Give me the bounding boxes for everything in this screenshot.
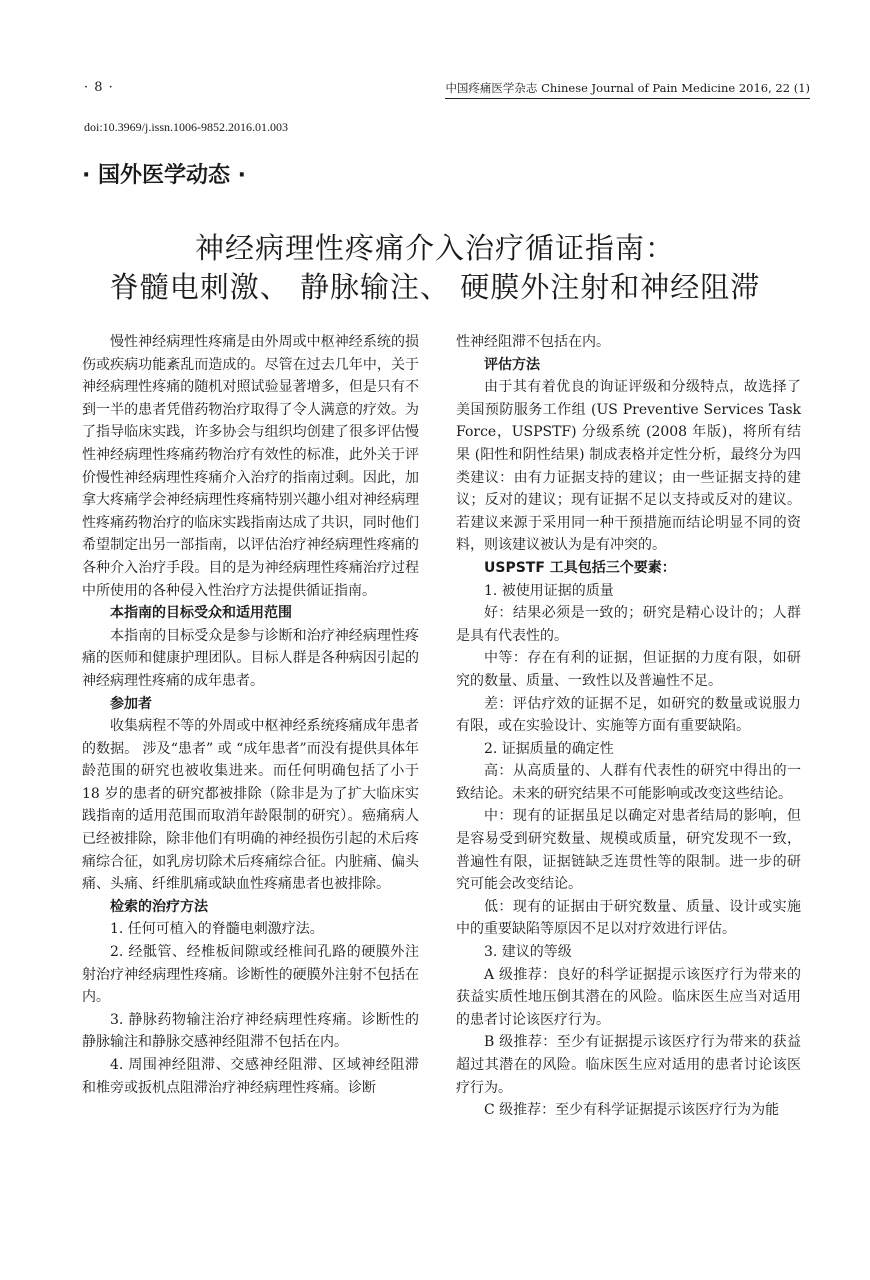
element-1: 1. 被使用证据的质量: [484, 582, 614, 599]
heading-audience: 本指南的目标受众和适用范围: [110, 605, 292, 622]
element-1-poor: 差：评估疗效的证据不足，如研究的数量或说服力有限，或在实验设计、实施等方面有重要缺陷。: [456, 695, 801, 735]
element-2-medium: 中：现有的证据虽足以确定对患者结局的影响，但是容易受到研究数量、规模或质量，研究发现不一致，普遍性有限，证据链缺乏连贯性等的限制。进一步的研究可能会改变结论。: [456, 808, 801, 893]
journal-running-header: 中国疼痛医学杂志 Chinese Journal of Pain Medicine 2016, 22 (1): [445, 80, 810, 99]
heading-uspstf-tool: USPSTF 工具包括三个要素：: [484, 559, 676, 576]
element-2-high: 高：从高质量的、人群有代表性的研究中得出的一致结论。未来的研究结果不可能影响或改变这些结论。: [456, 763, 801, 802]
participants-paragraph: 收集病程不等的外周或中枢神经系统疼痛成年患者的数据。 涉及“患者” 或 “成年患者”而没有提供具体年龄范围的研究也被收集进来。而任何明确包括了小于 18 岁的患者的研究都被排除（除非是为了扩大临床实践指南的适用范围而取消年龄限制的研究）。癌痛病人已经被排除，除非他们有明确的神经损伤引起的术后疼痛综合征，如乳房切除术后疼痛综合征。内脏痛、偏头痛、头痛、纤维肌痛或缺血性疼痛患者也被排除。: [82, 718, 419, 893]
method-item-4: 4. 周围神经阻滞、交感神经阻滞、区域神经阻滞和椎旁或扳机点阻滞治疗神经病理性疼痛。诊断: [82, 1057, 419, 1096]
right-column: [456, 331, 801, 1122]
heading-participants: 参加者: [110, 695, 152, 712]
heading-methods: 检索的治疗方法: [110, 898, 208, 915]
doi: doi:10.3969/j.issn.1006-9852.2016.01.003: [84, 120, 289, 134]
method-item-1: 1. 任何可植入的脊髓电刺激疗法。: [110, 921, 324, 938]
element-2: 2. 证据质量的确定性: [484, 740, 614, 757]
title-line-1: 神经病理性疼痛介入治疗循证指南：: [194, 231, 675, 265]
element-3: 3. 建议的等级: [484, 944, 572, 961]
page-number: · 8 ·: [84, 80, 114, 95]
element-2-low: 低：现有的证据由于研究数量、质量、设计或实施中的重要缺陷等原因不足以对疗效进行评估。: [456, 898, 801, 938]
audience-paragraph: 本指南的目标受众是参与诊断和治疗神经病理性疼痛的医师和健康护理团队。目标人群是各种病因引起的神经病理性疼痛的成年患者。: [82, 627, 419, 689]
method-item-3: 3. 静脉药物输注治疗神经病理性疼痛。诊断性的静脉输注和静脉交感神经阻滞不包括在内。: [82, 1011, 419, 1051]
grade-b: B 级推荐：至少有证据提示该医疗行为带来的获益超过其潜在的风险。临床医生应对适用的患者讨论该医疗行为。: [456, 1034, 801, 1096]
left-column: [82, 331, 419, 1099]
heading-evaluation: 评估方法: [484, 356, 540, 373]
element-1-medium: 中等：存在有利的证据，但证据的力度有限，如研究的数量、质量、一致性以及普遍性不足。: [456, 650, 801, 689]
intro-paragraph: 慢性神经病理性疼痛是由外周或中枢神经系统的损伤或疾病功能紊乱而造成的。尽管在过去几年中，关于神经病理性疼痛的随机对照试验显著增多，但是只有不到一半的患者凭借药物治疗取得了令人满意的疗效。为了指导临床实践，许多协会与组织均创建了很多评估慢性神经病理性疼痛药物治疗有效性的标准，此外关于评价慢性神经病理性疼痛介入治疗的指南过剩。因此，加拿大疼痛学会神经病理性疼痛特别兴趣小组对神经病理性疼痛药物治疗的临床实践指南达成了共识，同时他们希望制定出另一部指南，以评估治疗神经病理性疼痛的各种介入治疗手段。目的是为神经病理性疼痛治疗过程中所使用的各种侵入性治疗方法提供循证指南。: [82, 334, 419, 599]
grade-c: C 级推荐：至少有科学证据提示该医疗行为为能: [484, 1102, 780, 1119]
grade-a: A 级推荐：良好的科学证据提示该医疗行为带来的获益实质性地压倒其潜在的风险。临床医生应当对适用的患者讨论该医疗行为。: [456, 966, 801, 1028]
section-label: · 国外医学动态 ·: [82, 163, 247, 188]
title-line-2: 脊髓电刺激、 静脉输注、 硬膜外注射和神经阻滞: [109, 270, 761, 304]
method-item-2: 2. 经骶管、经椎板间隙或经椎间孔路的硬膜外注射治疗神经病理性疼痛。诊断性的硬膜外注射不包括在内。: [82, 944, 419, 1006]
continuation-text: 性神经阻滞不包括在内。: [456, 334, 610, 350]
element-1-good: 好：结果必须是一致的；研究是精心设计的；人群是具有代表性的。: [456, 605, 801, 644]
evaluation-paragraph: 由于其有着优良的询证评级和分级特点，故选择了美国预防服务工作组 (US Preventive Services Task Force，USPSTF) 分级系统 (2008 年版)，将所有结果 (阳性和阴性结果) 制成表格并定性分析，最终分为四类建议：由有力证据支持的建议；由一些证据支持的建议；反对的建议；现有证据不足以支持或反对的建议。若建议来源于采用同一种干预措施而结论明显不同的资料，则该建议被认为是有冲突的。: [456, 379, 801, 554]
